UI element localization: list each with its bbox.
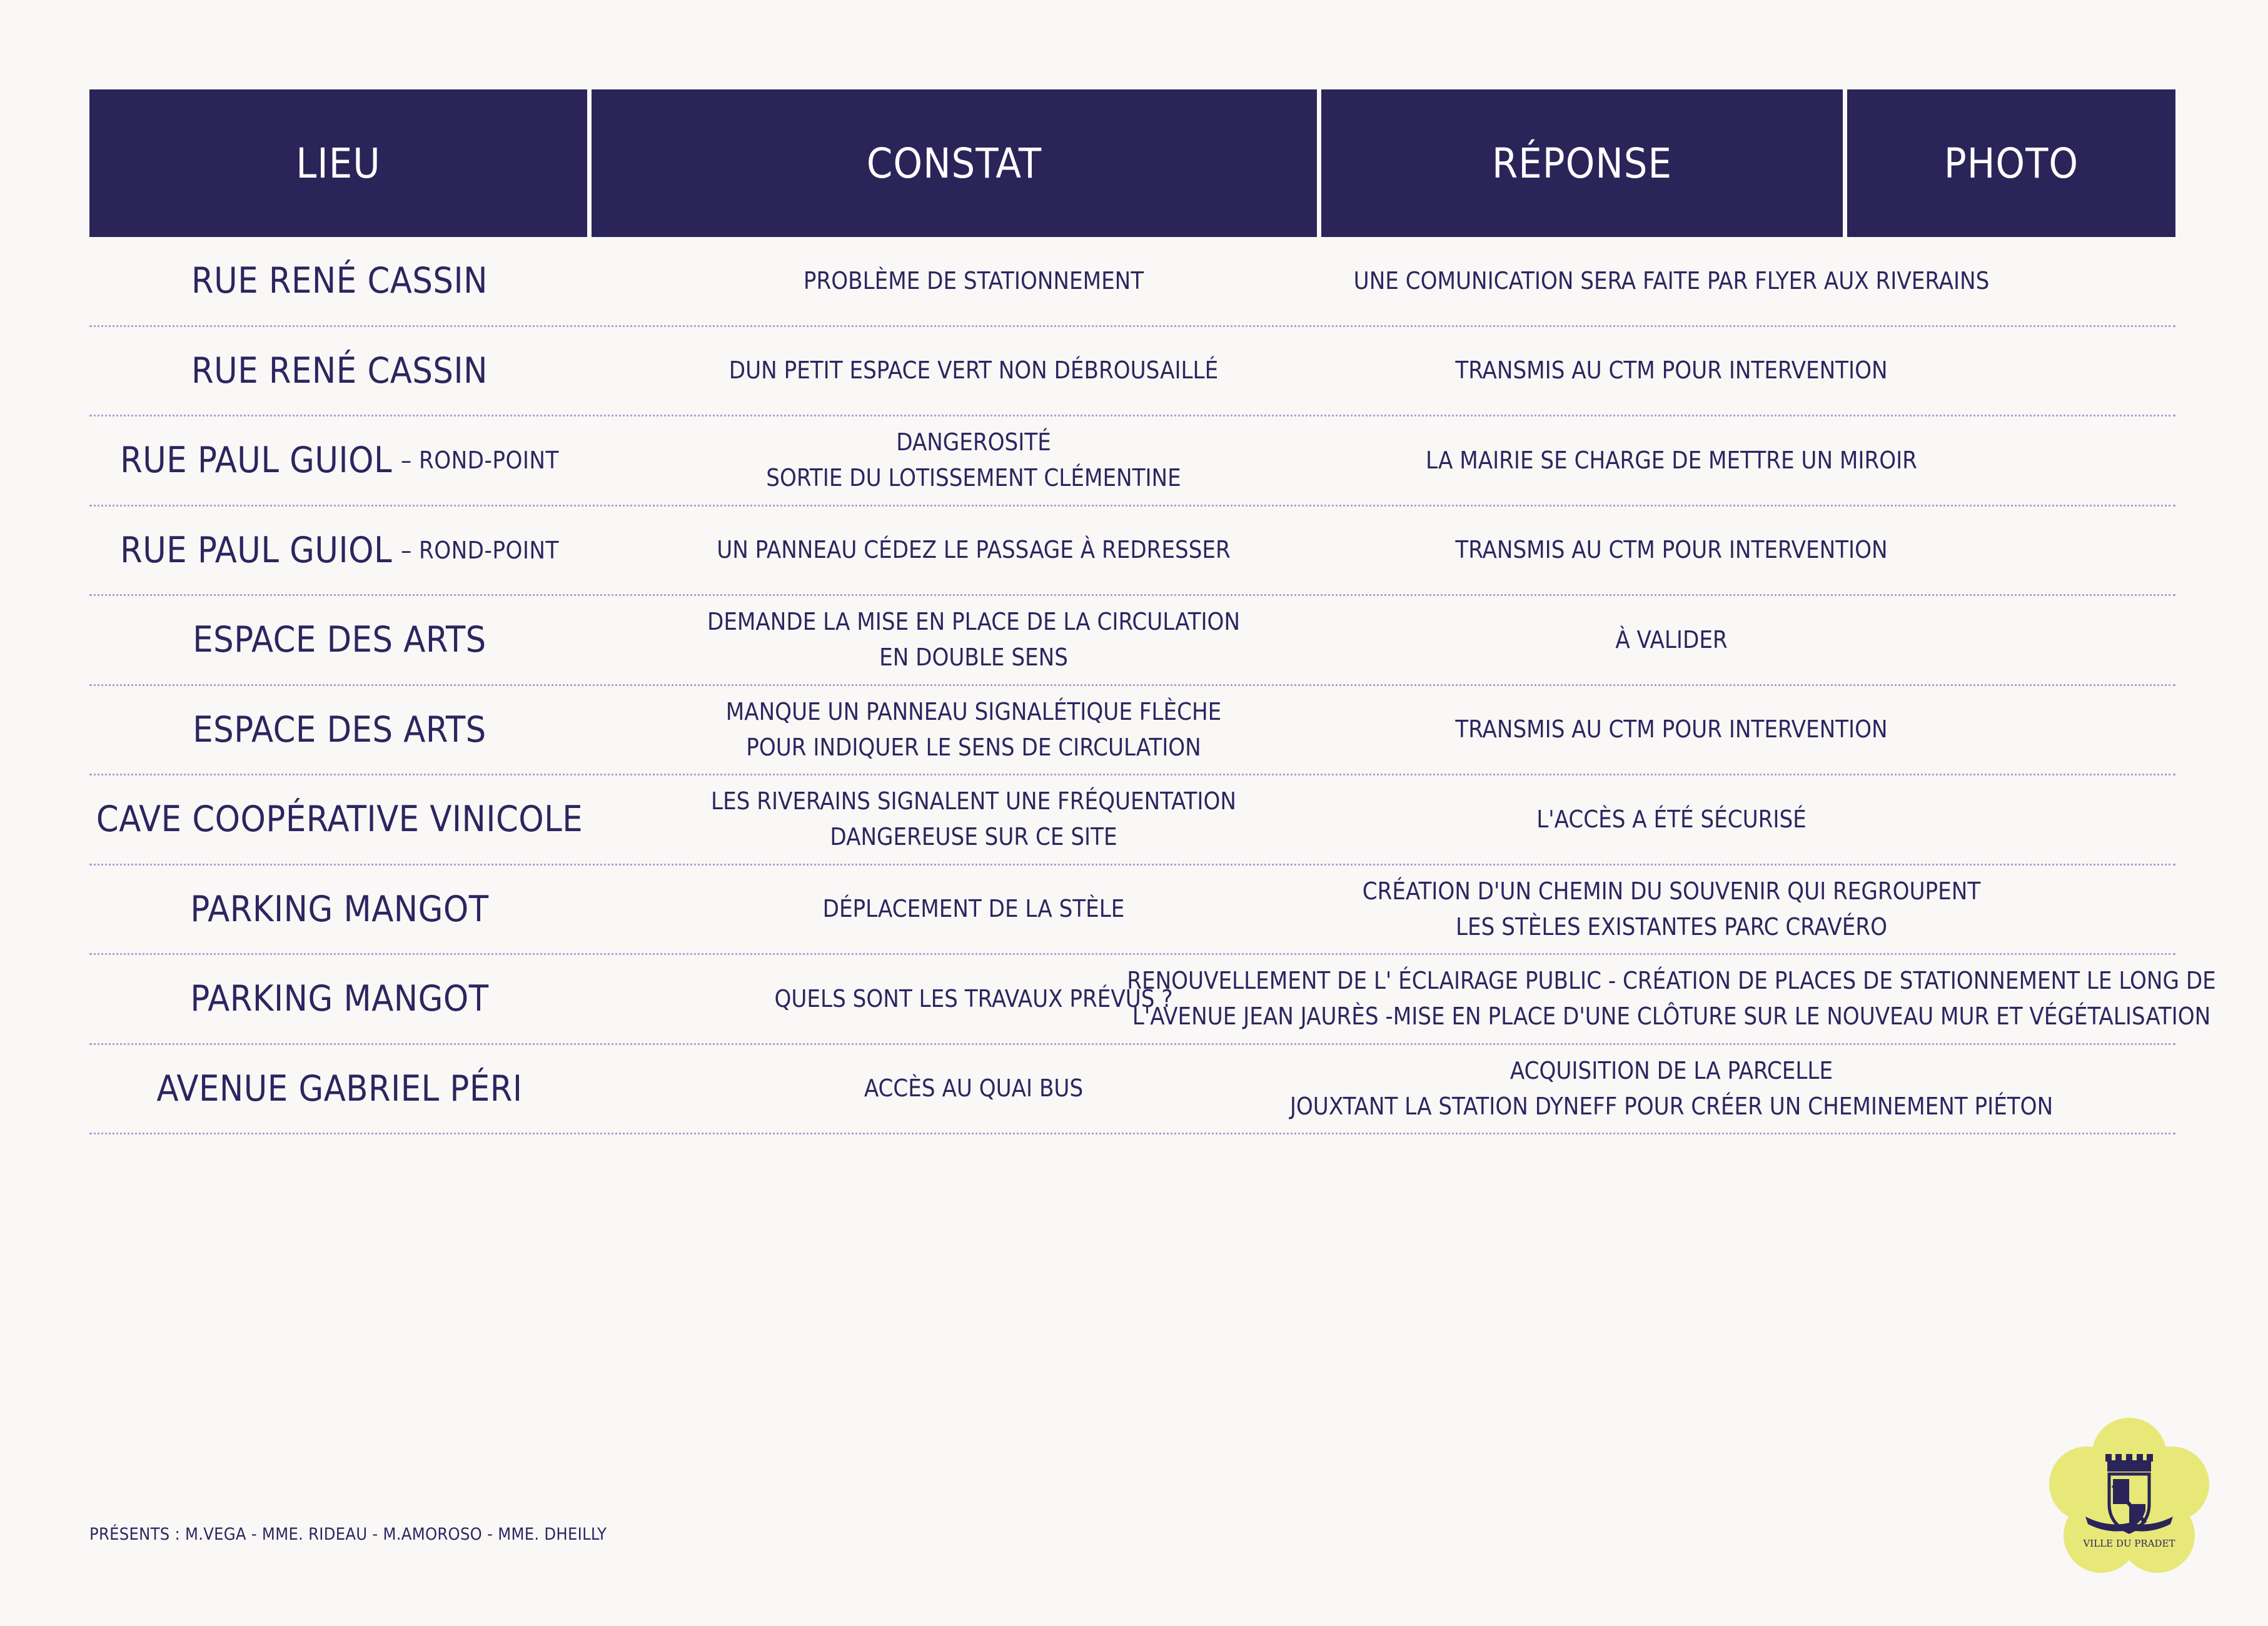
cell-reponse: CRÉATION D'UN CHEMIN DU SOUVENIR QUI REGROUPENT LES STÈLES EXISTANTES PARC CRAVÉRO <box>1362 877 1981 941</box>
cell-lieu <box>89 596 590 684</box>
table-body <box>89 237 2216 1134</box>
lieu-name: RUE RENÉ CASSIN <box>191 260 488 302</box>
cell-constat: DÉPLACEMENT DE LA STÈLE <box>822 895 1125 923</box>
cell-reponse: UNE COMUNICATION SERA FAITE PAR FLYER AUX RIVERAINS <box>1353 266 1990 295</box>
table-row <box>89 866 2175 956</box>
table-row <box>89 507 2175 597</box>
table-row <box>89 955 2216 1045</box>
cell-constat: UN PANNEAU CÉDEZ LE PASSAGE À REDRESSER <box>717 536 1231 564</box>
cell-constat: DANGEROSITÉ SORTIE DU LOTISSEMENT CLÉMENTINE <box>766 428 1181 492</box>
lieu-name: PARKING MANGOT <box>190 888 489 930</box>
cell-lieu <box>89 866 590 954</box>
header-reponse: RÉPONSE <box>1321 89 1843 237</box>
cell-reponse: ACQUISITION DE LA PARCELLE JOUXTANT LA STATION DYNEFF POUR CRÉER UN CHEMINEMENT PIÉTON <box>1289 1056 2054 1120</box>
attendees-list: PRÉSENTS : M.VEGA - MME. RIDEAU - M.AMOROSO - MME. DHEILLY <box>89 1525 607 1544</box>
cell-lieu <box>89 237 590 325</box>
table-header <box>89 89 2175 237</box>
cell-reponse: TRANSMIS AU CTM POUR INTERVENTION <box>1455 356 1888 385</box>
lieu-name: RUE RENÉ CASSIN <box>191 350 488 391</box>
table-row <box>89 417 2175 507</box>
logo-text: VILLE DU PRADET <box>2083 1538 2175 1549</box>
cell-reponse: RENOUVELLEMENT DE L' ÉCLAIRAGE PUBLIC - CRÉATION DE PLACES DE STATIONNEMENT LE LONG DE L'AVENUE JEAN JAURÈS -MISE EN PLACE D'UNE CLÔTURE SUR LE NOUVEAU MUR ET VÉGÉTALISATION <box>1127 967 2216 1031</box>
cell-constat: MANQUE UN PANNEAU SIGNALÉTIQUE FLÈCHE POUR INDIQUER LE SENS DE CIRCULATION <box>725 697 1222 761</box>
cell-constat: DEMANDE LA MISE EN PLACE DE LA CIRCULATION EN DOUBLE SENS <box>707 608 1241 672</box>
lieu-detail: – ROND-POINT <box>401 536 559 564</box>
cell-constat: ACCÈS AU QUAI BUS <box>864 1074 1084 1103</box>
cell-lieu <box>89 955 590 1043</box>
cell-reponse: L'ACCÈS A ÉTÉ SÉCURISÉ <box>1536 805 1807 833</box>
lieu-name: CAVE COOPÉRATIVE VINICOLE <box>96 799 583 841</box>
cell-lieu <box>89 417 590 505</box>
cell-lieu <box>89 1045 590 1133</box>
lieu-detail: – ROND-POINT <box>401 447 559 475</box>
table-row <box>89 686 2175 776</box>
cell-constat: QUELS SONT LES TRAVAUX PRÉVUS ? <box>774 984 1173 1012</box>
table-row <box>89 327 2175 417</box>
cell-constat: DUN PETIT ESPACE VERT NON DÉBROUSAILLÉ <box>728 356 1219 385</box>
cell-lieu <box>89 327 590 415</box>
cell-reponse: TRANSMIS AU CTM POUR INTERVENTION <box>1455 715 1888 744</box>
lieu-name: ESPACE DES ARTS <box>193 709 486 750</box>
cell-lieu <box>89 686 590 774</box>
lieu-name: RUE PAUL GUIOL <box>120 529 392 571</box>
table-row <box>89 775 2175 866</box>
cell-lieu <box>89 775 590 864</box>
cell-constat: PROBLÈME DE STATIONNEMENT <box>803 266 1144 295</box>
header-photo: PHOTO <box>1847 89 2175 237</box>
cell-lieu <box>89 507 590 595</box>
header-constat: CONSTAT <box>592 89 1317 237</box>
cell-constat: LES RIVERAINS SIGNALENT UNE FRÉQUENTATION DANGEREUSE SUR CE SITE <box>711 787 1236 851</box>
cell-reponse: LA MAIRIE SE CHARGE DE METTRE UN MIROIR <box>1426 446 1917 474</box>
report-table <box>89 89 2216 1134</box>
ville-du-pradet-logo <box>2048 1416 2210 1579</box>
table-row <box>89 1045 2175 1135</box>
lieu-name: AVENUE GABRIEL PÉRI <box>156 1068 523 1109</box>
cell-reponse: À VALIDER <box>1615 625 1728 654</box>
lieu-name: PARKING MANGOT <box>190 978 489 1020</box>
table-row <box>89 237 2175 327</box>
cell-reponse: TRANSMIS AU CTM POUR INTERVENTION <box>1455 536 1888 564</box>
table-row <box>89 596 2175 686</box>
lieu-name: RUE PAUL GUIOL <box>120 440 392 482</box>
header-lieu: LIEU <box>89 89 587 237</box>
lieu-name: ESPACE DES ARTS <box>193 619 486 661</box>
